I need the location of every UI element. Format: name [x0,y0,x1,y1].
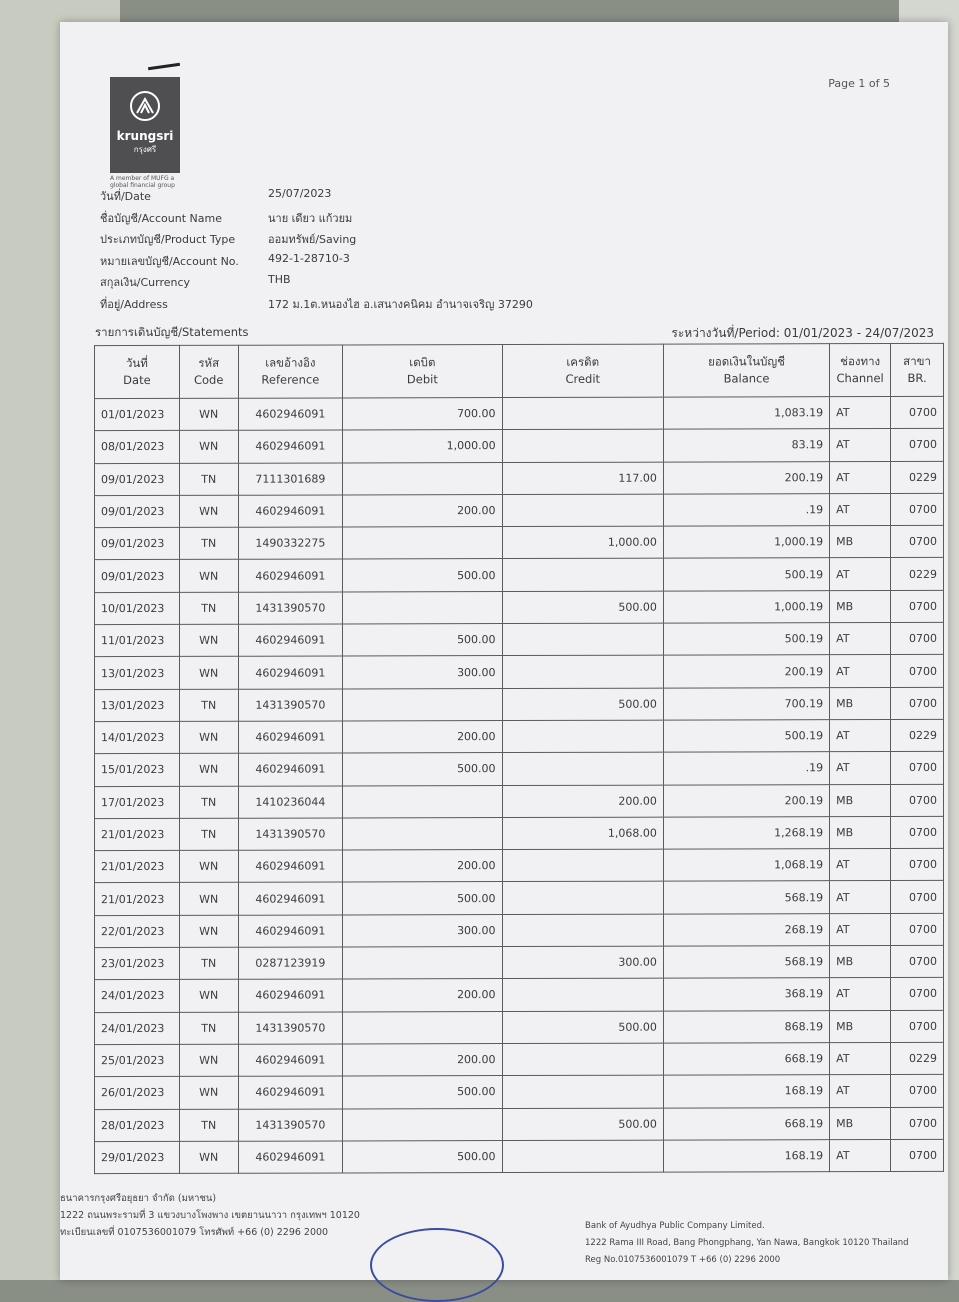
cell-date: 14/01/2023 [95,721,180,754]
cell-reference: 1431390570 [238,689,343,722]
cell-channel: MB [830,590,891,622]
footer-line: ธนาคารกรุงศรีอยุธยา จำกัด (มหาชน) [60,1193,217,1204]
table-header-row [95,343,944,398]
official-stamp [370,1228,504,1302]
cell-reference: 4602946091 [238,1141,343,1174]
cell-debit: 700.00 [343,398,502,431]
cell-branch: 0700 [891,881,944,913]
cell-credit [502,494,663,527]
cell-date: 09/01/2023 [95,463,180,496]
cell-debit [343,527,502,560]
cell-branch: 0700 [891,1107,944,1139]
cell-branch: 0700 [891,784,944,816]
period-range: ระหว่างวันที่/Period: 01/01/2023 - 24/07/2023 [671,326,934,340]
cell-branch: 0700 [891,655,944,687]
cell-reference: 1431390570 [238,818,343,851]
cell-date: 10/01/2023 [95,592,180,625]
cell-date: 13/01/2023 [95,689,180,722]
cell-channel: AT [830,493,891,525]
cell-balance: 500.19 [663,558,829,591]
cell-code: WN [179,754,238,786]
info-row [100,252,533,274]
info-value: ออมทรัพย์/Saving [268,233,357,246]
cell-balance: 1,000.19 [663,590,829,623]
cell-credit [502,397,663,430]
table-row [95,752,944,787]
col-channel: ช่องทาง Channel [830,344,891,397]
cell-branch: 0700 [891,687,944,719]
cell-credit: 500.00 [502,1108,663,1141]
table-row [95,493,944,528]
cell-branch: 0700 [891,752,944,784]
table-row [95,945,944,980]
cell-date: 01/01/2023 [95,398,180,431]
cell-reference: 7111301689 [238,463,343,496]
cell-branch: 0700 [891,1010,944,1042]
cell-reference: 4602946091 [238,624,343,657]
cell-debit [343,462,502,495]
cell-reference: 4602946091 [238,656,343,689]
statement-table [94,343,944,1174]
cell-debit: 300.00 [343,656,502,689]
cell-channel: AT [830,429,891,461]
info-row [100,295,533,317]
cell-branch: 0700 [891,913,944,945]
cell-reference: 0287123919 [238,947,343,980]
cell-balance: 668.19 [663,1043,829,1076]
cell-credit [502,752,663,785]
cell-reference: 4602946091 [238,721,343,754]
cell-channel: MB [830,784,891,816]
col-date: วันที่ Date [95,345,180,398]
table-row [95,1139,944,1174]
cell-date: 24/01/2023 [95,1012,180,1045]
info-label: หมายเลขบัญชี/Account No. [100,254,239,268]
cell-branch: 0700 [891,816,944,848]
cell-channel: MB [830,1010,891,1042]
cell-reference: 4602946091 [238,979,343,1012]
cell-credit [502,1140,663,1173]
cell-channel: AT [830,1075,891,1107]
info-row [100,187,533,209]
table-row [95,396,944,431]
cell-credit [502,429,663,462]
cell-branch: 0700 [891,493,944,525]
cell-code: WN [179,624,238,656]
cell-credit: 200.00 [502,785,663,818]
cell-reference: 4602946091 [238,915,343,948]
cell-debit [343,1011,502,1044]
cell-balance: .19 [663,752,829,785]
cell-channel: AT [830,752,891,784]
cell-channel: MB [830,1107,891,1139]
cell-branch: 0700 [891,1075,944,1107]
cell-balance: 168.19 [663,1075,829,1108]
cell-code: TN [179,463,238,495]
cell-credit [502,882,663,915]
cell-channel: AT [830,623,891,655]
cell-credit [502,914,663,947]
cell-reference: 4602946091 [238,850,343,883]
cell-debit: 500.00 [343,624,502,657]
cell-balance: 1,268.19 [663,817,829,850]
cell-date: 21/01/2023 [95,818,180,851]
cell-code: WN [179,398,238,430]
cell-branch: 0700 [891,526,944,558]
cell-code: WN [179,980,238,1012]
cell-branch: 0700 [891,429,944,461]
cell-date: 13/01/2023 [95,657,180,690]
logo-name-th: กรุงศรี [133,145,157,154]
col-debit: เดบิต Debit [343,345,502,398]
cell-branch: 0700 [891,1139,944,1171]
info-value: THB [268,273,291,286]
cell-balance: 368.19 [663,978,829,1011]
cell-reference: 1431390570 [238,1012,343,1045]
table-row [95,558,944,593]
cell-balance: 568.19 [663,946,829,979]
cell-reference: 4602946091 [238,398,343,431]
cell-debit: 200.00 [343,850,502,883]
cell-credit [502,655,663,688]
cell-reference: 4602946091 [238,559,343,592]
cell-date: 09/01/2023 [95,528,180,561]
table-row [95,687,944,722]
cell-credit: 500.00 [502,688,663,721]
table-row [95,881,944,916]
cell-channel: AT [830,461,891,493]
info-label: ที่อยู่/Address [100,297,168,311]
cell-code: WN [179,495,238,527]
cell-channel: MB [830,687,891,719]
cell-credit [502,1043,663,1076]
cell-credit [502,849,663,882]
table-row [95,526,944,561]
col-credit: เครดิต Credit [502,344,663,397]
cell-branch: 0700 [891,590,944,622]
cell-balance: 500.19 [663,623,829,656]
footer-thai [60,1190,360,1241]
cell-debit: 200.00 [343,494,502,527]
cell-code: TN [179,527,238,559]
cell-debit [343,785,502,818]
cell-branch: 0229 [891,1042,944,1074]
table-row [95,913,944,948]
cell-debit: 500.00 [343,1140,502,1173]
table-row [95,429,944,464]
cell-balance: 200.19 [663,655,829,688]
table-row [95,1010,944,1045]
account-info [100,187,533,316]
cell-date: 09/01/2023 [95,495,180,528]
cell-branch: 0700 [891,849,944,881]
cell-code: WN [179,1076,238,1108]
cell-credit: 300.00 [502,946,663,979]
cell-credit: 500.00 [502,1011,663,1044]
cell-code: WN [179,657,238,689]
table-row [95,816,944,851]
cell-debit: 500.00 [343,559,502,592]
cell-balance: 568.19 [663,881,829,914]
cell-date: 17/01/2023 [95,786,180,819]
cell-balance: 868.19 [663,1010,829,1043]
cell-channel: AT [830,1042,891,1074]
cell-debit: 300.00 [343,914,502,947]
table-row [95,784,944,819]
cell-debit [343,1108,502,1141]
footer-line: 1222 Rama III Road, Bang Phongphang, Yan Nawa, Bangkok 10120 Thailand [585,1238,909,1248]
cell-debit: 200.00 [343,1043,502,1076]
cell-debit [343,688,502,721]
cell-code: WN [179,1044,238,1076]
footer-english [585,1218,909,1269]
cell-code: TN [179,786,238,818]
cell-balance: 668.19 [663,1107,829,1140]
page-number: Page 1 of 5 [828,77,890,90]
info-value: 25/07/2023 [268,187,332,200]
cell-debit: 200.00 [343,721,502,754]
cell-credit [502,1075,663,1108]
table-row [95,978,944,1013]
cell-balance: 200.19 [663,461,829,494]
cell-credit [502,720,663,753]
cell-code: WN [179,915,238,947]
table-row [95,590,944,625]
cell-branch: 0700 [891,978,944,1010]
table-row [95,1075,944,1110]
footer-line: Reg No.0107536001079 T +66 (0) 2296 2000 [585,1255,781,1265]
info-value: 172 ม.1ต.หนองไฮ อ.เสนางคนิคม อำนาจเจริญ 37290 [268,297,533,311]
statements-label: รายการเดินบัญชี/Statements [95,325,249,339]
cell-balance: 1,068.19 [663,849,829,882]
cell-channel: MB [830,946,891,978]
cell-date: 08/01/2023 [95,431,180,464]
cell-reference: 4602946091 [238,1044,343,1077]
cell-debit: 200.00 [343,979,502,1012]
cell-code: WN [179,560,238,592]
cell-branch: 0700 [891,945,944,977]
table-row [95,849,944,884]
cell-debit [343,817,502,850]
cell-balance: 168.19 [663,1140,829,1173]
cell-credit: 117.00 [502,462,663,495]
cell-credit [502,623,663,656]
cell-code: WN [179,1141,238,1173]
cell-credit [502,559,663,592]
krungsri-logo [110,77,180,173]
info-row [100,273,533,295]
cell-date: 15/01/2023 [95,754,180,787]
col-balance: ยอดเงินในบัญชี Balance [663,344,829,397]
cell-credit [502,978,663,1011]
info-row [100,209,533,231]
cell-code: TN [179,1109,238,1141]
pen-mark [148,63,180,70]
cell-debit: 500.00 [343,1076,502,1109]
cell-date: 26/01/2023 [95,1077,180,1110]
cell-code: TN [179,947,238,979]
krungsri-emblem-icon [128,91,162,121]
info-label: สกุลเงิน/Currency [100,276,191,289]
col-branch: สาขา BR. [891,343,944,396]
cell-reference: 1410236044 [238,786,343,819]
footer-line: ทะเบียนเลขที่ 0107536001079 โทรศัพท์ +66 (0) 2296 2000 [60,1227,329,1238]
info-label: วันที่/Date [100,190,151,203]
table-row [95,1107,944,1142]
cell-branch: 0700 [891,622,944,654]
cell-balance: 268.19 [663,913,829,946]
cell-reference: 4602946091 [238,882,343,915]
footer-line: Bank of Ayudhya Public Company Limited. [585,1221,765,1231]
cell-channel: AT [830,978,891,1010]
cell-balance: .19 [663,494,829,527]
cell-code: WN [179,883,238,915]
col-code: รหัส Code [179,345,238,398]
table-row [95,622,944,657]
cell-date: 09/01/2023 [95,560,180,593]
cell-balance: 1,083.19 [663,397,829,430]
cell-channel: AT [830,719,891,751]
cell-code: TN [179,592,238,624]
cell-channel: AT [830,849,891,881]
cell-branch: 0229 [891,719,944,751]
cell-credit: 1,068.00 [502,817,663,850]
cell-date: 25/01/2023 [95,1044,180,1077]
footer-line: 1222 ถนนพระรามที่ 3 แขวงบางโพงพาง เขตยานนาวา กรุงเทพฯ 10120 [60,1210,360,1221]
cell-code: TN [179,1012,238,1044]
cell-credit: 500.00 [502,591,663,624]
cell-debit: 1,000.00 [343,430,502,463]
cell-channel: AT [830,655,891,687]
cell-reference: 1431390570 [238,592,343,625]
cell-branch: 0700 [891,396,944,428]
cell-code: WN [179,850,238,882]
cell-debit [343,947,502,980]
table-row [95,719,944,754]
cell-date: 29/01/2023 [95,1141,180,1174]
cell-debit [343,591,502,624]
cell-branch: 0229 [891,461,944,493]
cell-reference: 1431390570 [238,1108,343,1141]
cell-channel: MB [830,816,891,848]
cell-reference: 4602946091 [238,753,343,786]
cell-reference: 4602946091 [238,1076,343,1109]
table-row [95,461,944,496]
col-reference: เลขอ้างอิง Reference [238,345,343,398]
cell-balance: 1,000.19 [663,526,829,559]
cell-reference: 4602946091 [238,430,343,463]
cell-date: 23/01/2023 [95,947,180,980]
info-row [100,230,533,252]
cell-date: 21/01/2023 [95,883,180,916]
cell-credit: 1,000.00 [502,526,663,559]
cell-debit: 500.00 [343,753,502,786]
table-row [95,1042,944,1077]
cell-channel: MB [830,526,891,558]
cell-code: TN [179,818,238,850]
cell-code: TN [179,689,238,721]
affiliation-text: A member of MUFG a global financial group [110,175,175,189]
cell-balance: 83.19 [663,429,829,462]
statement-page [60,22,948,1280]
cell-balance: 700.19 [663,687,829,720]
cell-channel: AT [830,558,891,590]
cell-date: 21/01/2023 [95,851,180,884]
cell-debit: 500.00 [343,882,502,915]
cell-code: WN [179,431,238,463]
info-label: ประเภทบัญชี/Product Type [100,233,236,246]
cell-channel: AT [830,1139,891,1171]
info-value: นาย เดียว แก้วยม [268,211,353,225]
cell-channel: AT [830,881,891,913]
info-value: 492-1-28710-3 [268,251,350,265]
cell-channel: AT [830,913,891,945]
cell-code: WN [179,721,238,753]
cell-balance: 200.19 [663,784,829,817]
info-label: ชื่อบัญชี/Account Name [100,211,222,225]
cell-balance: 500.19 [663,720,829,753]
cell-channel: AT [830,397,891,429]
cell-date: 24/01/2023 [95,980,180,1013]
cell-date: 28/01/2023 [95,1109,180,1142]
cell-date: 22/01/2023 [95,915,180,948]
table-row [95,655,944,690]
cell-branch: 0229 [891,558,944,590]
cell-reference: 1490332275 [238,527,343,560]
cell-reference: 4602946091 [238,495,343,528]
logo-name: krungsri [116,129,174,143]
cell-date: 11/01/2023 [95,624,180,657]
